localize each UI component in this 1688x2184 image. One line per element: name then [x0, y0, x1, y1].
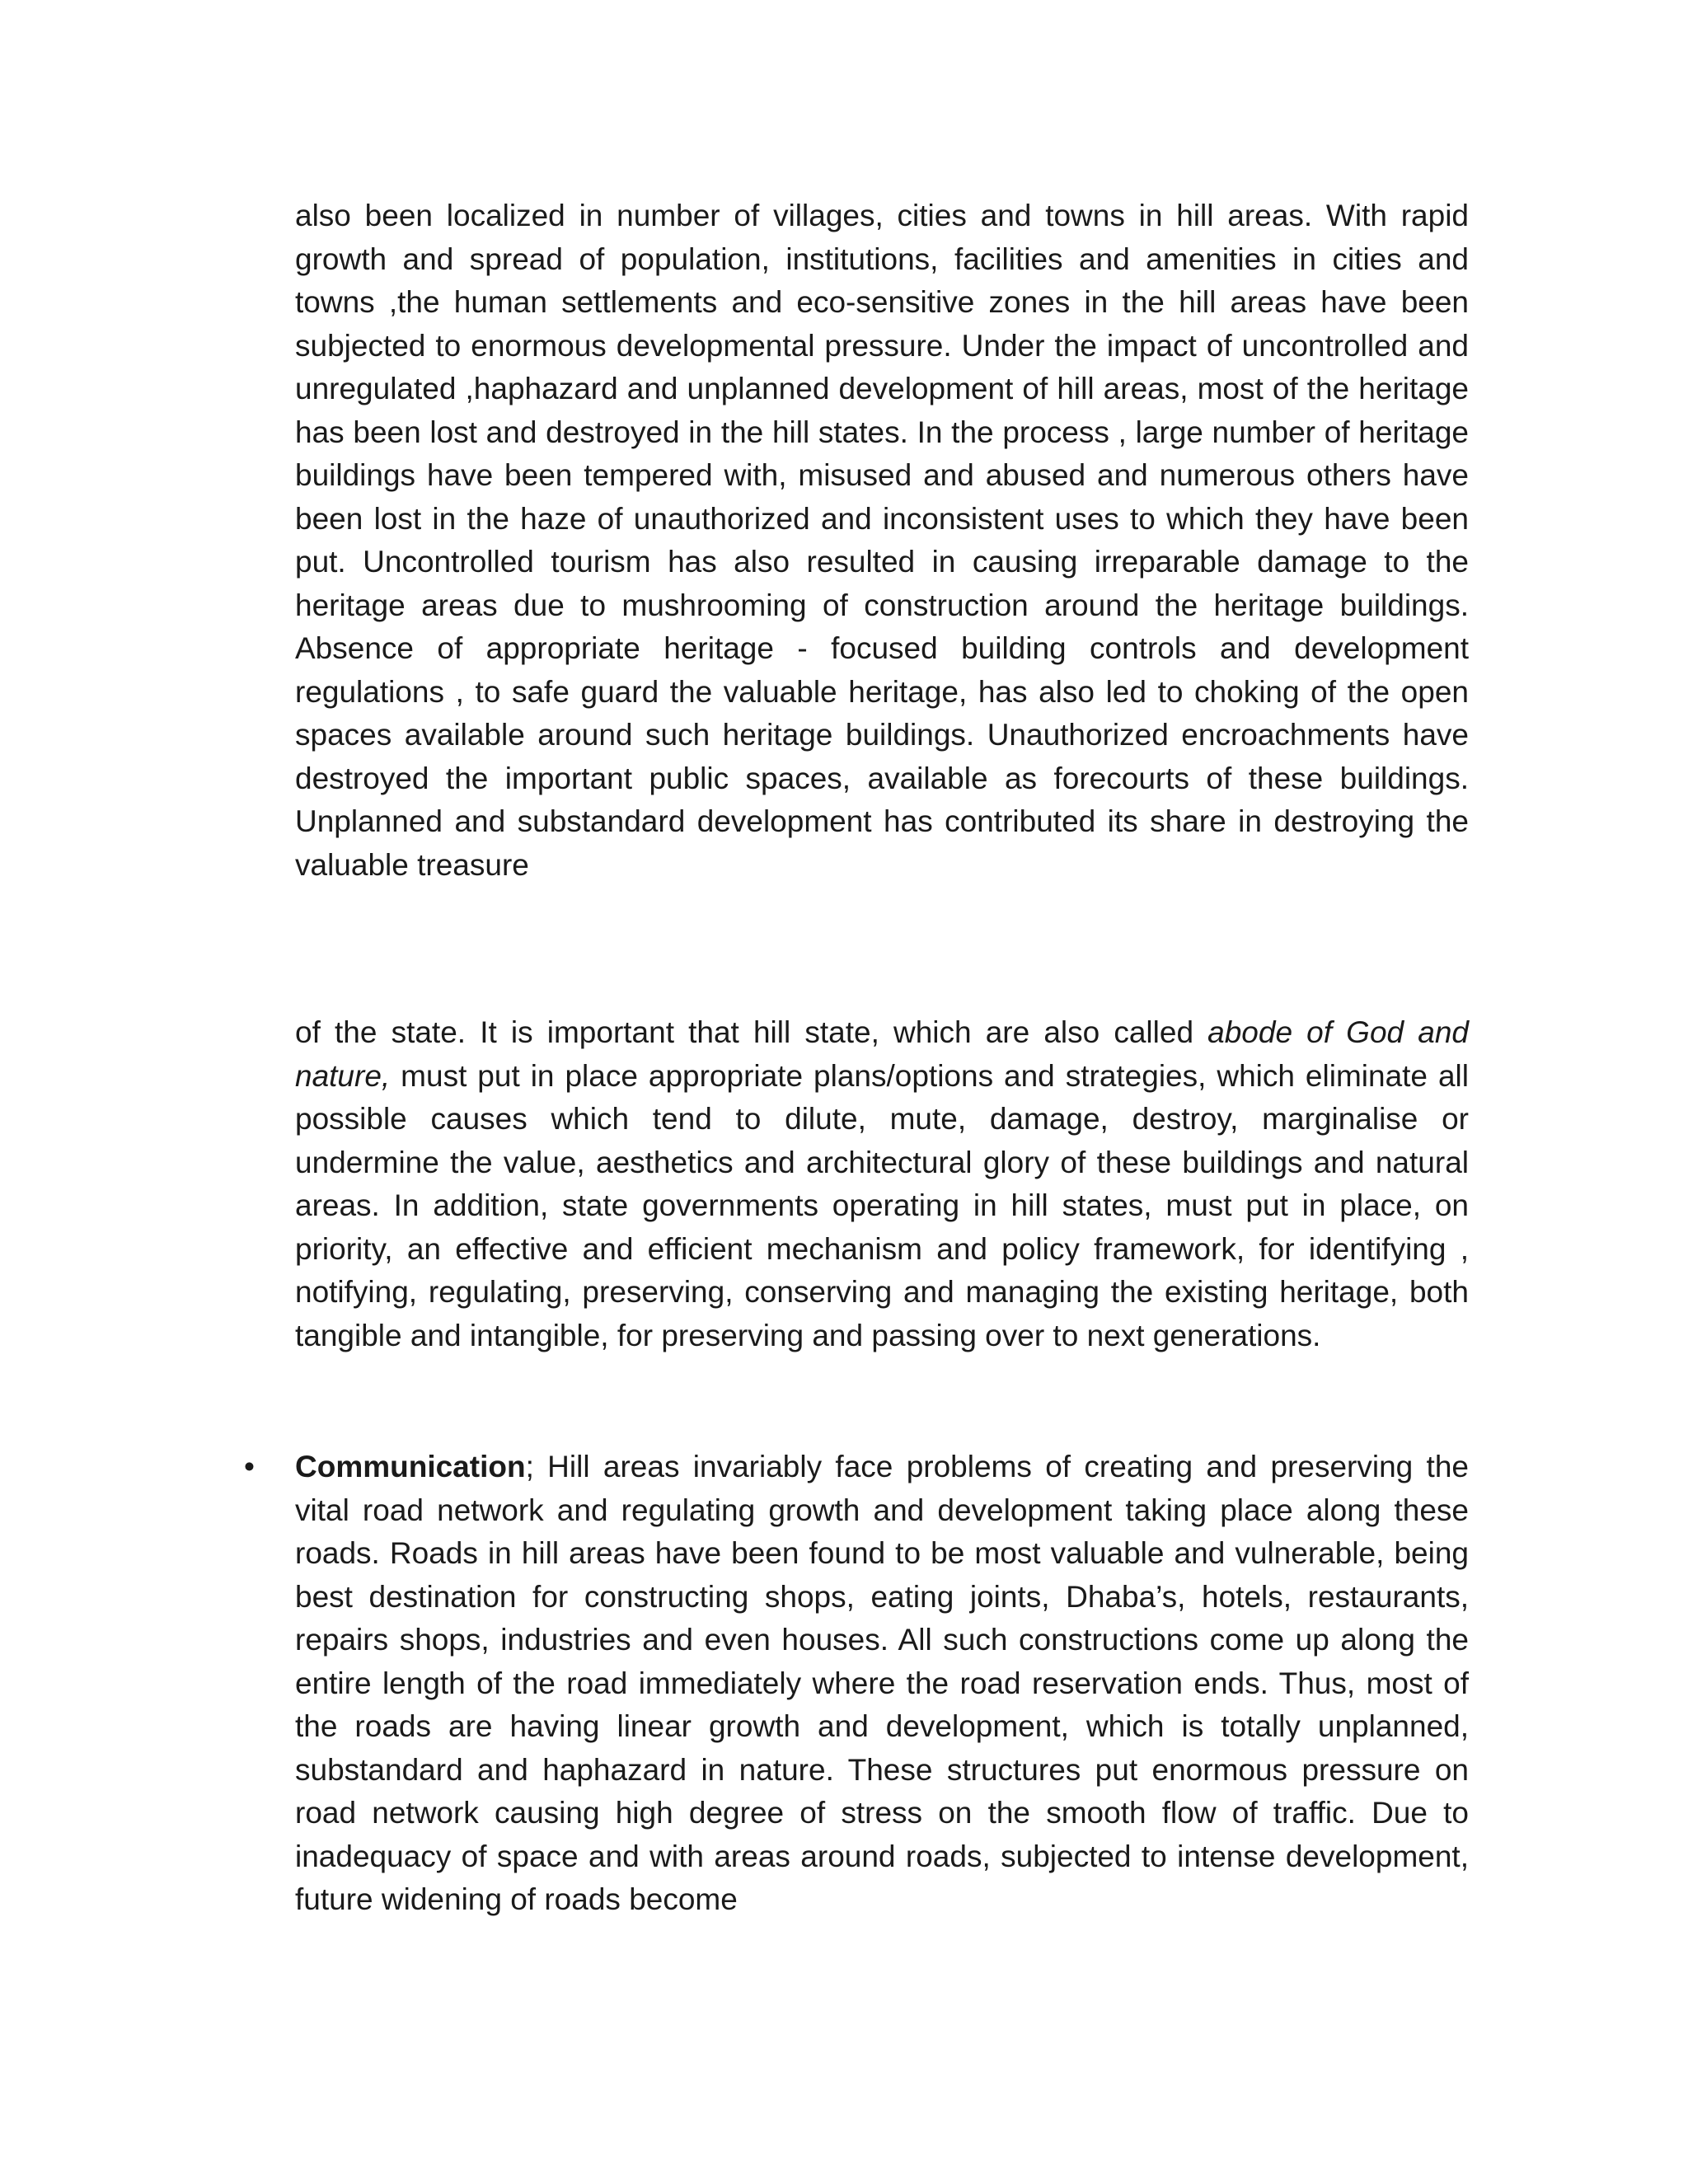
- bullet-text: ; Hill areas invariably face problems of creating and preserving the vital road network and regulating growth and development taking place along these roads. Roads in hill areas have been found to be most valuable and vulnerable, being best destination for constructing shops, eating joints, Dhaba’s, hotels, restaurants, repairs shops, industries and even houses. All such constructions come up along the entire length of the road immediately where the road reservation ends. Thus, most of the roads are having linear growth and development, which is totally unplanned, substandard and haphazard in nature. These structures put enormous pressure on road network causing high degree of stress on the smooth flow of traffic. Due to inadequacy of space and with areas around roads, subjected to intense development, future widening of roads become: [295, 1450, 1469, 1916]
- paragraph-text-end: must put in place appropriate plans/options and strategies, which eliminate all possible causes which tend to dilute, mute, damage, destroy, marginalise or undermine the value, aesthetics and architectural glory of these buildings and natural areas. In addition, state governments operating in hill states, must put in place, on priority, an effective and efficient mechanism and policy framework, for identifying , notifying, regulating, preserving, conserving and managing the existing heritage, both tangible and intangible, for preserving and passing over to next generations.: [295, 1058, 1469, 1352]
- paragraph-text: also been localized in number of villages, cities and towns in hill areas. With rapid growth and spread of population, institutions, facilities and amenities in cities and towns ,the human settlements and eco-sensitive zones in the hill areas have been subjected to enormous developmental pressure. Under the impact of uncontrolled and unregulated ,haphazard and unplanned development of hill areas, most of the heritage has been lost and destroyed in the hill states. In the process , large number of heritage buildings have been tempered with, misused and abused and numerous others have been lost in the haze of unauthorized and inconsistent uses to which they have been put. Uncontrolled tourism has also resulted in causing irreparable damage to the heritage areas due to mushrooming of construction around the heritage buildings. Absence of appropriate heritage - focused building controls and development regulations , to safe guard the valuable heritage, has also led to choking of the open spaces available around such heritage buildings. Unauthorized encroachments have destroyed the important public spaces, available as forecourts of these buildings. Unplanned and substandard development has contributed its share in destroying the valuable treasure: [295, 199, 1469, 882]
- paragraph-text-start: of the state. It is important that hill state, which are also called: [295, 1015, 1208, 1049]
- bullet-heading: Communication: [295, 1450, 526, 1483]
- paragraph-italic-phrase: abode of God and nature,: [295, 1015, 1469, 1093]
- bullet-item-communication: [295, 1446, 1469, 1922]
- paragraph-heritage-loss: [295, 194, 1469, 887]
- paragraph-hill-state-strategy: [295, 1011, 1469, 1357]
- bullet-marker: •: [244, 1450, 255, 1483]
